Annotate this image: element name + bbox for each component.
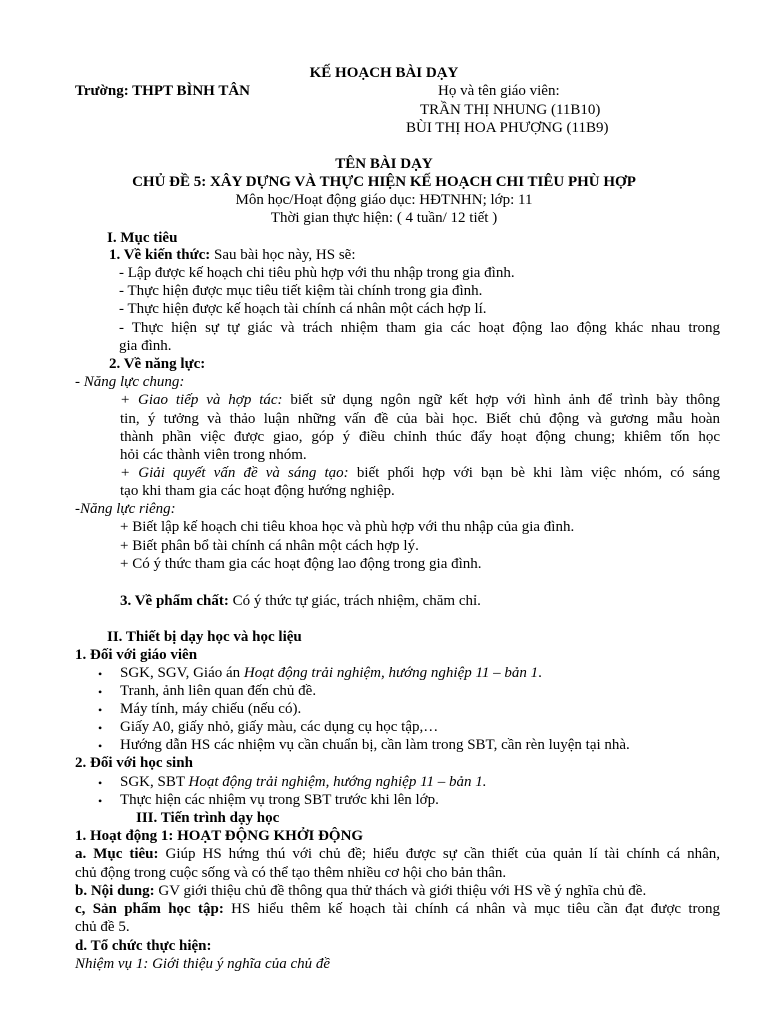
specific-item-1: + Biết lập kế hoạch chi tiêu khoa học và phù hợp với thu nhập của gia đình. <box>120 519 575 535</box>
section-2-heading: II. Thiết bị dạy học và học liệu <box>107 629 302 645</box>
lesson-duration: Thời gian thực hiện: ( 4 tuần/ 12 tiết ) <box>270 210 498 226</box>
general-competence-label: - Năng lực chung: <box>75 374 185 390</box>
competence-g1-line4: hỏi các thành viên trong nhóm. <box>120 447 307 463</box>
content-line <box>75 882 646 900</box>
knowledge-line <box>109 246 356 264</box>
competence-g1-line1 <box>120 391 720 409</box>
resource-1-book-title: Hoạt động trải nghiệm, hướng nghiệp 11 – bản 1 <box>243 665 539 681</box>
knowledge-item-4-cont: gia đình. <box>119 338 172 354</box>
specific-item-2: + Biết phân bổ tài chính cá nhân một cách hợp lý. <box>120 538 419 554</box>
knowledge-label: 1. Về kiến thức: <box>109 247 211 263</box>
objective-label: a. Mục tiêu: <box>75 846 159 862</box>
g1-label: + Giao tiếp và hợp tác: <box>120 392 283 408</box>
objective-line2: chủ động trong cuộc sống và có thể tạo thêm nhiều cơ hội cho bản thân. <box>75 865 507 881</box>
g1-text: biết sử dụng ngôn ngữ kết hợp với hình ảnh để trình bày thông <box>282 392 720 408</box>
knowledge-item-2: - Thực hiện được mục tiêu tiết kiệm tài chính trong gia đình. <box>119 283 483 299</box>
bullet-icon: • <box>98 739 103 753</box>
teacher-resource-5: Hướng dẫn HS các nhiệm vụ cần chuẩn bị, cần làm trong SBT, cần rèn luyện tại nhà. <box>120 737 630 753</box>
student-resource-1-book-title: Hoạt động trải nghiệm, hướng nghiệp 11 – bản 1. <box>188 774 487 790</box>
objective-line1 <box>75 845 720 863</box>
student-resources-heading: 2. Đối với học sinh <box>75 755 193 771</box>
teacher-label: Họ và tên giáo viên: <box>438 83 560 99</box>
bullet-icon: • <box>98 667 103 681</box>
competence-heading: 2. Về năng lực: <box>109 356 206 372</box>
resource-1-text: SGK, SGV, Giáo án <box>120 665 244 681</box>
bullet-icon: • <box>98 794 103 808</box>
task-1-label: Nhiệm vụ 1: Giới thiệu ý nghĩa của chủ đề <box>75 956 331 972</box>
activity-1-heading: 1. Hoạt động 1: HOẠT ĐỘNG KHỞI ĐỘNG <box>75 828 364 844</box>
quality-line <box>120 592 481 610</box>
lesson-subject: Môn học/Hoạt động giáo dục: HĐTNHN; lớp: 11 <box>235 192 533 208</box>
school-name: Trường: THPT BÌNH TÂN <box>75 83 250 99</box>
document-title: KẾ HOẠCH BÀI DẠY <box>309 65 459 81</box>
g2-text: biết phối hợp với bạn bè khi làm việc nhóm, có sáng <box>348 465 720 481</box>
bullet-icon: • <box>98 703 103 717</box>
product-line1 <box>75 900 720 918</box>
organization-label: d. Tổ chức thực hiện: <box>75 938 212 954</box>
quality-label: 3. Về phẩm chất: <box>120 593 229 609</box>
resource-1-end: . <box>538 665 542 681</box>
competence-g1-line2: tin, ý tưởng và thảo luận những vấn đề của bài học. Biết chủ động và gương mẫu hoàn <box>120 411 720 427</box>
competence-g1-line3: thành phần việc được giao, góp ý điều chỉnh thúc đẩy hoạt động chung; khiêm tốn học <box>120 429 720 445</box>
student-resource-1-text: SGK, SBT <box>120 774 189 790</box>
bullet-icon: • <box>98 776 103 790</box>
teacher-name-1: TRẦN THỊ NHUNG (11B10) <box>420 102 601 118</box>
quality-text: Có ý thức tự giác, trách nhiệm, chăm chỉ. <box>228 593 481 609</box>
content-text: GV giới thiệu chủ đề thông qua thử thách và giới thiệu với HS về ý nghĩa chủ đề. <box>154 883 647 899</box>
knowledge-item-3: - Thực hiện được kế hoạch tài chính cá nhân một cách hợp lí. <box>119 301 487 317</box>
content-label: b. Nội dung: <box>75 883 155 899</box>
bullet-icon: • <box>98 685 103 699</box>
competence-g2-line2: tạo khi tham gia các hoạt động hướng nghiệp. <box>120 483 395 499</box>
section-1-heading: I. Mục tiêu <box>107 230 178 246</box>
knowledge-item-4: - Thực hiện sự tự giác và trách nhiệm tham gia các hoạt động lao động khác nhau trong <box>119 320 720 336</box>
product-line2: chủ đề 5. <box>75 919 130 935</box>
product-label: c, Sản phẩm học tập: <box>75 901 224 917</box>
knowledge-item-1: - Lập được kế hoạch chi tiêu phù hợp với thu nhập trong gia đình. <box>119 265 515 281</box>
product-text: HS hiểu thêm kế hoạch tài chính cá nhân và mục tiêu cần đạt được trong <box>223 901 720 917</box>
knowledge-intro: Sau bài học này, HS sẽ: <box>210 247 356 263</box>
lesson-topic: CHỦ ĐỀ 5: XÂY DỰNG VÀ THỰC HIỆN KẾ HOẠCH CHI TIÊU PHÙ HỢP <box>132 174 636 190</box>
student-resource-1 <box>120 773 486 791</box>
teacher-resource-4: Giấy A0, giấy nhỏ, giấy màu, các dụng cụ học tập,… <box>120 719 439 735</box>
objective-text: Giúp HS hứng thú với chủ đề; hiểu được sự cần thiết của quản lí tài chính cá nhân, <box>158 846 720 862</box>
specific-item-3: + Có ý thức tham gia các hoạt động lao động trong gia đình. <box>120 556 482 572</box>
competence-g2-line1 <box>120 464 720 482</box>
teacher-name-2: BÙI THỊ HOA PHƯỢNG (11B9) <box>406 120 609 136</box>
student-resource-2: Thực hiện các nhiệm vụ trong SBT trước khi lên lớp. <box>120 792 439 808</box>
teacher-resources-heading: 1. Đối với giáo viên <box>75 647 198 663</box>
teacher-resource-3: Máy tính, máy chiếu (nếu có). <box>120 701 302 717</box>
teacher-resource-1 <box>120 664 542 682</box>
g2-label: + Giải quyết vấn đề và sáng tạo: <box>120 465 349 481</box>
bullet-icon: • <box>98 721 103 735</box>
section-3-heading: III. Tiến trình dạy học <box>136 810 280 826</box>
specific-competence-label: -Năng lực riêng: <box>75 501 176 517</box>
teacher-resource-2: Tranh, ảnh liên quan đến chủ đề. <box>120 683 317 699</box>
lesson-heading: TÊN BÀI DẠY <box>335 156 433 172</box>
